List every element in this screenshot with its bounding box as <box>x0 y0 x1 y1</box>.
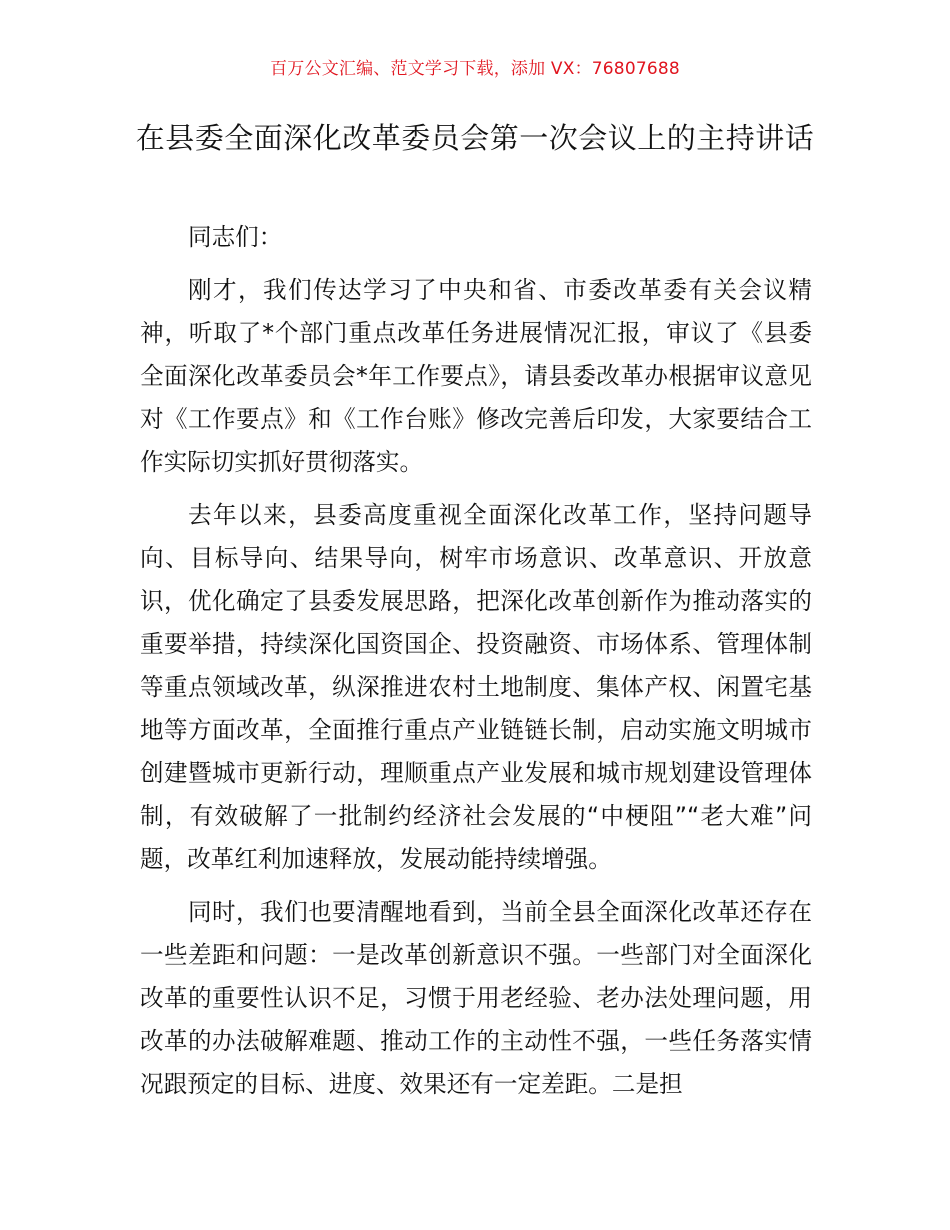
watermark-header: 百万公文汇编、范文学习下载，添加 VX：76807688 <box>270 59 680 79</box>
paragraph-1: 刚才，我们传达学习了中央和省、市委改革委有关会议精神，听取了*个部门重点改革任务进展情况汇报，审议了《县委全面深化改革委员会*年工作要点》，请县委改革办根据审议意见对《工作要点》和《工作台账》修改完善后印发，大家要结合工作实际切实抓好贯彻落实。 <box>140 276 812 476</box>
paragraph-3: 同时，我们也要清醒地看到，当前全县全面深化改革还存在一些差距和问题：一是改革创新意识不强。一些部门对全面深化改革的重要性认识不足，习惯于用老经验、老办法处理问题，用改革的办法破解难题、推动工作的主动性不强，一些任务落实情况跟预定的目标、进度、效果还有一定差距。二是担 <box>140 898 812 1098</box>
paragraph-2: 去年以来，县委高度重视全面深化改革工作，坚持问题导向、目标导向、结果导向，树牢市场意识、改革意识、开放意识，优化确定了县委发展思路，把深化改革创新作为推动落实的重要举措，持续深化国资国企、投资融资、市场体系、管理体制等重点领域改革，纵深推进农村土地制度、集体产权、闲置宅基地等方面改革，全面推行重点产业链链长制，启动实施文明城市创建暨城市更新行动，理顺重点产业发展和城市规划建设管理体制，有效破解了一批制约经济社会发展的“中梗阻”“老大难”问题，改革红利加速释放，发展动能持续增强。 <box>140 501 812 873</box>
document-body <box>140 216 812 1116</box>
document-title: 在县委全面深化改革委员会第一次会议上的主持讲话 <box>135 121 815 155</box>
salutation: 同志们： <box>188 223 283 251</box>
